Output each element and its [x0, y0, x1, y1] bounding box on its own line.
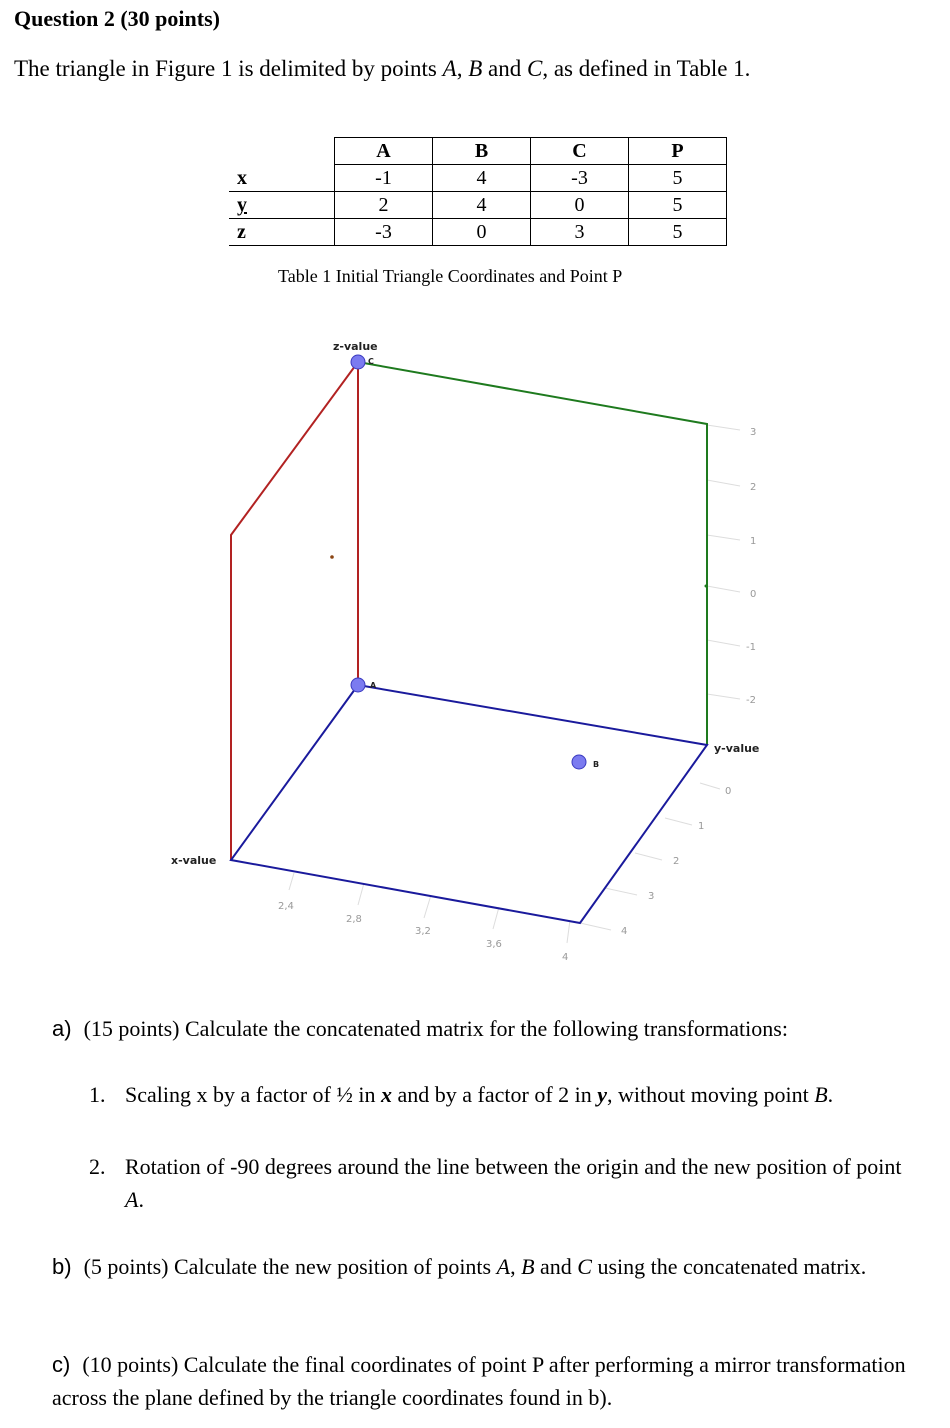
point-label-b: B [593, 760, 600, 769]
x-tick-label: 2 [673, 856, 680, 867]
y-tick-label: -2 [746, 695, 756, 706]
x-axis-label: x-value [171, 854, 217, 867]
x-tick-label: 3 [648, 891, 655, 902]
figure-3d-plot [160, 330, 800, 970]
table-cell: 5 [629, 165, 727, 192]
table-caption: Table 1 Initial Triangle Coordinates and Point P [278, 266, 623, 286]
table-cell: -1 [335, 165, 433, 192]
x-tick-label: 4 [562, 952, 569, 963]
row-label-y: y [229, 192, 335, 219]
y-tick-label: -1 [746, 642, 756, 653]
table-cell: 0 [531, 192, 629, 219]
question-a: a) (15 points) Calculate the concatenated matrix for the following transformations: [52, 1016, 788, 1041]
x-tick-label: 1 [698, 821, 705, 832]
question-b: b) (5 points) Calculate the new position of points A, B and C using the concatenated matrix. [52, 1254, 867, 1279]
x-tick-label: 2,8 [346, 914, 362, 925]
y-tick-label: 3 [750, 427, 757, 438]
col-header-c: C [531, 138, 629, 165]
stray-dot [330, 555, 334, 559]
coordinates-table [229, 137, 727, 246]
table-row [229, 219, 727, 246]
point-c [351, 355, 365, 369]
intro-text: The triangle in Figure 1 is delimited by points A, B and C, as defined in Table 1. [14, 56, 751, 81]
question-heading: Question 2 (30 points) [14, 6, 220, 31]
table-cell: 0 [433, 219, 531, 246]
z-axis-label: z-value [333, 340, 378, 353]
point-label-a: A [370, 681, 377, 690]
green-edge [358, 362, 707, 745]
x-tick-label: 0 [725, 786, 732, 797]
table-row [229, 165, 727, 192]
x-tick-label: 3,2 [415, 926, 431, 937]
point-a [351, 678, 365, 692]
question-c: c) (10 points) Calculate the final coordinates of point P after performing a mirror transformation across the plane defined by the triangle coordinates found in b). [52, 1352, 906, 1410]
table-cell: -3 [531, 165, 629, 192]
y-axis-label: y-value [714, 742, 760, 755]
table-cell: 2 [335, 192, 433, 219]
red-edge [231, 362, 358, 860]
x-tick-label: 2,4 [278, 901, 294, 912]
table-cell: -3 [335, 219, 433, 246]
x-tick-label: 4 [621, 926, 628, 937]
y-tick-label: 1 [750, 536, 757, 547]
list-item: 1. Scaling x by a factor of ½ in x and by a factor of 2 in y, without moving point B. [89, 1082, 834, 1107]
table-cell: 5 [629, 219, 727, 246]
table-cell: 3 [531, 219, 629, 246]
point-b [572, 755, 586, 769]
list-item: 2. Rotation of -90 degrees around the line between the origin and the new position of point A. [89, 1154, 902, 1212]
table-row [229, 192, 727, 219]
table-header-row [229, 138, 727, 165]
table-cell: 4 [433, 165, 531, 192]
y-tick-label: 2 [750, 482, 757, 493]
col-header-p: P [629, 138, 727, 165]
row-label-x: x [229, 165, 335, 192]
blue-base [231, 685, 707, 923]
row-label-z: z [229, 219, 335, 246]
x-tick-label: 3,6 [486, 939, 502, 950]
y-tick-label: 0 [750, 589, 757, 600]
table-cell: 5 [629, 192, 727, 219]
stray-dot [705, 585, 708, 588]
col-header-b: B [433, 138, 531, 165]
table-cell: 4 [433, 192, 531, 219]
col-header-a: A [335, 138, 433, 165]
point-label-c: C [368, 357, 374, 366]
